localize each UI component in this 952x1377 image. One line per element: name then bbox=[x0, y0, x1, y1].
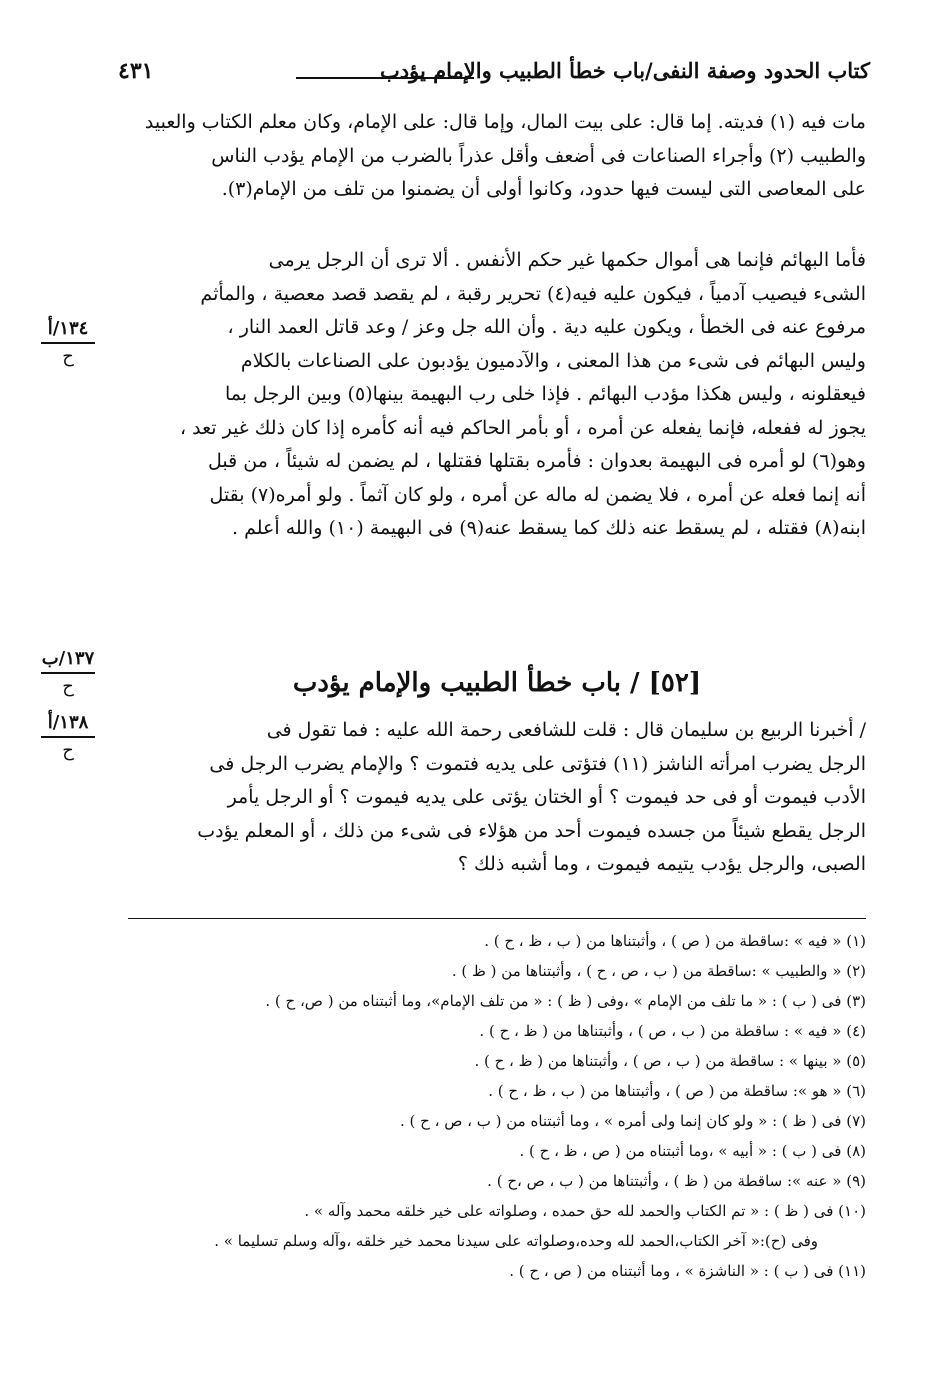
footnote: (٧) فى ( ظ ) : « ولو كان إنما ولى أمره » ، وما أثبتناه من ( ب ، ص ، ح ) . bbox=[400, 1112, 866, 1130]
footnote-rule bbox=[128, 918, 866, 919]
running-title: كتاب الحدود وصفة النفى/باب خطأ الطبيب والإمام يؤدب bbox=[380, 58, 870, 83]
text-line: الرجل يقطع شيئاً من جسده فيموت أحد من هؤلاء فى شىء من ذلك ، أو المعلم يؤدب bbox=[197, 819, 866, 842]
footnotes bbox=[128, 926, 866, 1286]
margin-rule bbox=[41, 342, 95, 344]
margin-note-3 bbox=[18, 712, 118, 761]
paragraph-2 bbox=[128, 244, 866, 546]
footnote: (٥) « بينها » : ساقطة من ( ب ، ص ) ، وأثبتناها من ( ظ ، ح ) . bbox=[474, 1052, 866, 1070]
footnote: (٨) فى ( ب ) : « أبيه » ،وما أثبتناه من ( ص ، ظ ، ح ) . bbox=[519, 1142, 866, 1160]
margin-rule bbox=[41, 672, 95, 674]
footnote: (٤) « فيه » : ساقطة من ( ب ، ص ) ، وأثبتناها من ( ظ ، ح ) . bbox=[479, 1022, 866, 1040]
footnote: (٦) « هو »: ساقطة من ( ص ) ، وأثبتناها من ( ب ، ظ ، ح ) . bbox=[488, 1082, 866, 1100]
footnote: (١) « فيه » :ساقطة من ( ص ) ، وأثبتناها من ( ب ، ظ ، ح ) . bbox=[484, 932, 866, 950]
footnote: (٣) فى ( ب ) : « ما تلف من الإمام » ،وفى ( ظ ) : « من تلف الإمام»، وما أثبتناه من ( ص، ح ) . bbox=[265, 992, 866, 1010]
manuscript-folio: ١٣٧/ب bbox=[41, 648, 95, 669]
text-line: فيعقلونه ، وليس هكذا مؤدب البهائم . فإذا خلى رب البهيمة بينها(٥) وبين الرجل بما bbox=[225, 383, 866, 405]
text-line: وليس البهائم فى شىء من هذا المعنى ، والآدميون يؤدبون على الصناعات بالكلام bbox=[240, 349, 866, 372]
paragraph-3 bbox=[128, 714, 866, 882]
text-line: مات فيه (١) فديته. إما قال: على بيت المال، وإما قال: على الإمام، وكان معلم الكتاب والعبيد bbox=[144, 111, 866, 133]
paragraph-1 bbox=[128, 106, 866, 207]
text-line: والطبيب (٢) وأجراء الصناعات فى أضعف وأقل عذراً بالضرب من الإمام يؤدب الناس bbox=[211, 144, 866, 167]
manuscript-siglum: ح bbox=[62, 740, 74, 761]
text-line: وهو(٦) لو أمره فى البهيمة بعدوان : فأمره بقتلها فقتلها ، لم يضمن له شيئاً ، من قبل bbox=[208, 450, 866, 472]
margin-note-1 bbox=[18, 318, 118, 367]
text-line: أنه إنما فعله عن أمره ، فلا يضمن له ماله عن أمره ، ولو كان آثماً . ولو أمره(٧) بقتل bbox=[209, 483, 866, 506]
manuscript-siglum: ح bbox=[62, 346, 74, 367]
header-rule bbox=[296, 77, 474, 79]
margin-rule bbox=[41, 736, 95, 738]
running-header bbox=[118, 58, 870, 98]
margin-note-2 bbox=[18, 648, 118, 697]
text-line: مرفوع عنه فى الخطأ ، ويكون عليه دية . وأن الله جل وعز / وعد قاتل العمد النار ، bbox=[227, 316, 866, 338]
page-number: ٤٣١ bbox=[118, 58, 154, 84]
manuscript-folio: ١٣٤/أ bbox=[47, 318, 89, 339]
text-line: الشىء فيصيب آدمياً ، فيكون عليه فيه(٤) تحرير رقبة ، لم يقصد قصد معصية ، والمأثم bbox=[200, 282, 866, 305]
text-line: فأما البهائم فإنما هى أموال حكمها غير حكم الأنفس . ألا ترى أن الرجل يرمى bbox=[268, 249, 866, 271]
footnote: (٩) « عنه »: ساقطة من ( ظ ) ، وأثبتناها من ( ب ، ص ،ح ) . bbox=[487, 1172, 866, 1190]
footnote: وفى (ح):« آخر الكتاب،الحمد لله وحده،وصلواته على سيدنا محمد خير خلقه ،وآله وسلم تسليما » . bbox=[214, 1232, 818, 1250]
manuscript-siglum: ح bbox=[62, 676, 74, 697]
footnote: (١١) فى ( ب ) : « الناشزة » ، وما أثبتناه من ( ص ، ح ) . bbox=[509, 1262, 866, 1280]
text-line: / أخبرنا الربيع بن سليمان قال : قلت للشافعى رحمة الله عليه : فما تقول فى bbox=[266, 719, 866, 741]
footnote: (٢) « والطبيب » :ساقطة من ( ب ، ص ، ح ) ، وأثبتناها من ( ظ ) . bbox=[451, 962, 866, 980]
text-line: الصبى، والرجل يؤدب يتيمه فيموت ، وما أشبه ذلك ؟ bbox=[457, 853, 866, 875]
text-line: الرجل يضرب امرأته الناشز (١١) فتؤتى على يديه فتموت ؟ والإمام يضرب الرجل فى bbox=[209, 752, 866, 775]
text-line: الأدب فيموت أو فى حد فيموت ؟ أو الختان يؤتى على يديه فيموت ؟ أو الرجل يأمر bbox=[227, 786, 866, 808]
text-line: يجوز له ففعله، فإنما يفعله عن أمره ، أو بأمر الحاكم فيه أنه كأمره إذا كان ذلك غير تعد ، bbox=[179, 416, 866, 439]
text-line: ابنه(٨) فقتله ، لم يسقط عنه ذلك كما يسقط عنه(٩) فى البهيمة (١٠) والله أعلم . bbox=[232, 517, 866, 539]
footnote: (١٠) فى ( ظ ) : « تم الكتاب والحمد لله حق حمده ، وصلواته على خير خلقه محمد وآله » . bbox=[304, 1202, 866, 1220]
section-heading: [٥٢] / باب خطأ الطبيب والإمام يؤدب bbox=[292, 668, 702, 698]
text-line: على المعاصى التى ليست فيها حدود، وكانوا أولى أن يضمنوا من تلف من الإمام(٣). bbox=[221, 178, 866, 200]
manuscript-folio: ١٣٨/أ bbox=[47, 712, 89, 733]
